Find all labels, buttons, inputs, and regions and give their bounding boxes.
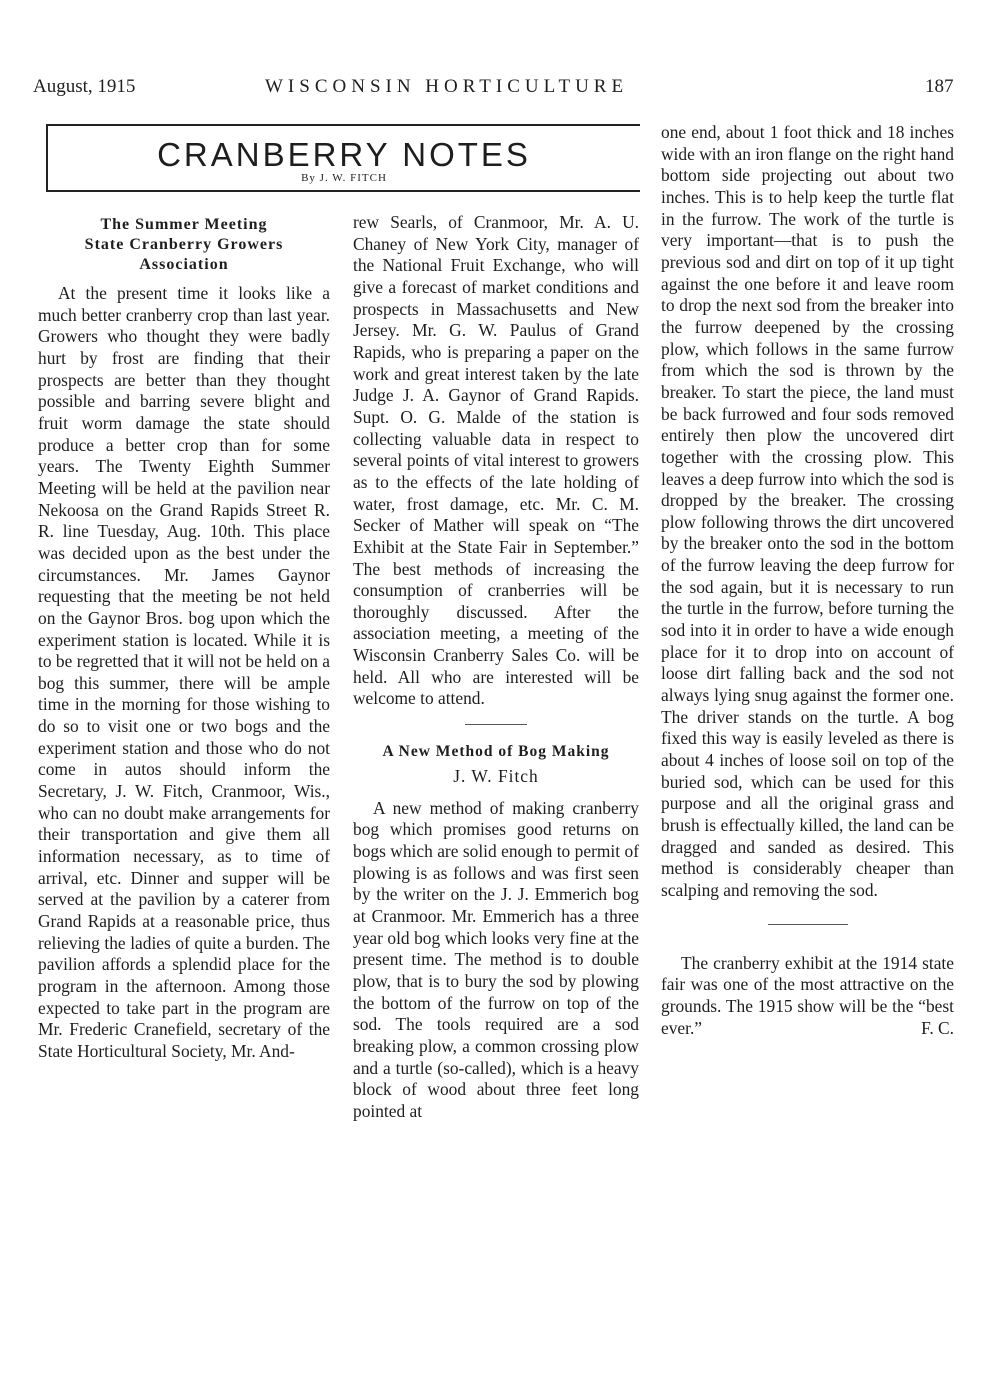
section1-heading-line1: The Summer Meeting: [100, 216, 268, 233]
journal-title: WISCONSIN HORTICULTURE: [265, 76, 629, 97]
article-title: CRANBERRY NOTES: [157, 136, 531, 173]
section3-text: The cranberry exhibit at the 1914 state fair was one of the most attractive on the grounds. The 1915 show will be the “best ever.”: [661, 952, 954, 1038]
section1-paragraph-col2: rew Searls, of Cranmoor, Mr. A. U. Chaney of New York City, manager of the National Fruit Exchange, who will give a forecast of market conditions and prospects in Massachusetts and New Jersey. Mr. G. W. Paulus of Grand Rapids, who is preparing a paper on the work and great interest taken by the late Judge J. A. Gaynor of Grand Rapids. Supt. O. G. Malde of the station is collecting valuable data in respect to several points of vital interest to growers as to the effects of the late holding of water, frost damage, etc. Mr. C. M. Secker of Mather will speak on “The Exhibit at the State Fair in September.” The best methods of increasing the consumption of cranberries will be thoroughly discussed. After the association meeting, a meeting of the Wisconsin Cranberry Sales Co. will be held. All who are interested will be welcome to attend.: [353, 212, 639, 709]
section1-heading-line2: State Cranberry Growers: [84, 236, 284, 253]
column-2: [353, 212, 639, 1123]
section3-signature: F. C.: [921, 1017, 954, 1038]
section-divider: [768, 924, 848, 925]
section2-heading: A New Method of Bog Making: [382, 743, 610, 761]
article-byline: By J. W. FITCH: [301, 172, 387, 184]
section1-heading-line3: Association: [139, 256, 229, 273]
column-1: [38, 215, 330, 1063]
title-box: [46, 124, 640, 192]
header-date: August, 1915: [33, 76, 136, 97]
section3-paragraph: [661, 953, 954, 1040]
section1-paragraph-col1: At the present time it looks like a much better cranberry crop than last year. Growers who thought they were badly hurt by frost are finding that their prospects are better than they thought possible and barring severe blight and fruit worm damage the state should produce a better crop than for some years. The Twenty Eighth Summer Meeting will be held at the pavilion near Nekoosa on the Grand Rapids Street R. R. line Tuesday, Aug. 10th. This place was decided upon as the best under the circumstances. Mr. James Gaynor requesting that the meeting be not held on the Gaynor Bros. bog upon which the experiment station is located. While it is to be regretted that it will not be held on a bog this summer, there will be ample time in the morning for those wishing to do so to visit one or two bogs and the experiment station and those who do not come in autos should inform the Secretary, J. W. Fitch, Cranmoor, Wis., who can no doubt make arrangements for their transportation and give them all information necessary, as to time of arrival, etc. Dinner and supper will be served at the pavilion by a caterer from Grand Rapids at a reasonable price, thus relieving the ladies of quite a burden. The pavilion affords a splendid place for the program in the afternoon. Among those expected to take part in the program are Mr. Frederic Cranefield, secretary of the State Horticultural Society, Mr. And-: [38, 283, 330, 1061]
section-divider: [465, 724, 527, 725]
section1-heading: [38, 215, 330, 275]
section2-paragraph-col2: A new method of making cranberry bog which promises good returns on bogs which are solid enough to permit of plowing is as follows and was first seen by the writer on the J. J. Emmerich bog at Cranmoor. Mr. Emmerich has a three year old bog which looks very fine at the present time. The method is to double plow, that is to bury the sod by plowing the bottom of the furrow on top of the sod. The tools required are a sod breaking plow, a common crossing plow and a turtle (so-called), which is a heavy block of wood about three feet long pointed at: [353, 797, 639, 1121]
section2-author: J. W. Fitch: [453, 766, 539, 787]
column-3: [661, 122, 954, 1039]
section2-paragraph-col3: one end, about 1 foot thick and 18 inches wide with an iron flange on the right hand bottom side projecting out about two inches. This is to help keep the turtle flat in the furrow. The work of the turtle is very important—that is to push the previous sod and dirt on top of it up tight against the one before it and leave room to drop the next sod from the breaker into the furrow deepened by the crossing plow, which follows in the same furrow from which the sod is thrown by the breaker. To start the piece, the land must be back furrowed and four sods removed entirely then plow the uncovered dirt together with the crossing plow. This leaves a deep furrow into which the sod is dropped by the breaker. The crossing plow following throws the dirt uncovered by the breaker onto the sod in the bottom of the furrow leaving the deep furrow for the sod again, but it is necessary to run the turtle in the furrow, before turning the sod into it in order to have a wide enough place for it to drop into on account of loose dirt falling back and the sod not always lying snug against the former one. The driver stands on the turtle. A bog fixed this way is easily leveled as there is about 4 inches of loose soil on top of the buried sod, which can be used for this purpose and all the original grass and brush is effectually killed, the land can be dragged and sanded as desired. This method is considerably cheaper than scalping and removing the sod.: [661, 122, 954, 900]
page-number: 187: [925, 76, 954, 97]
